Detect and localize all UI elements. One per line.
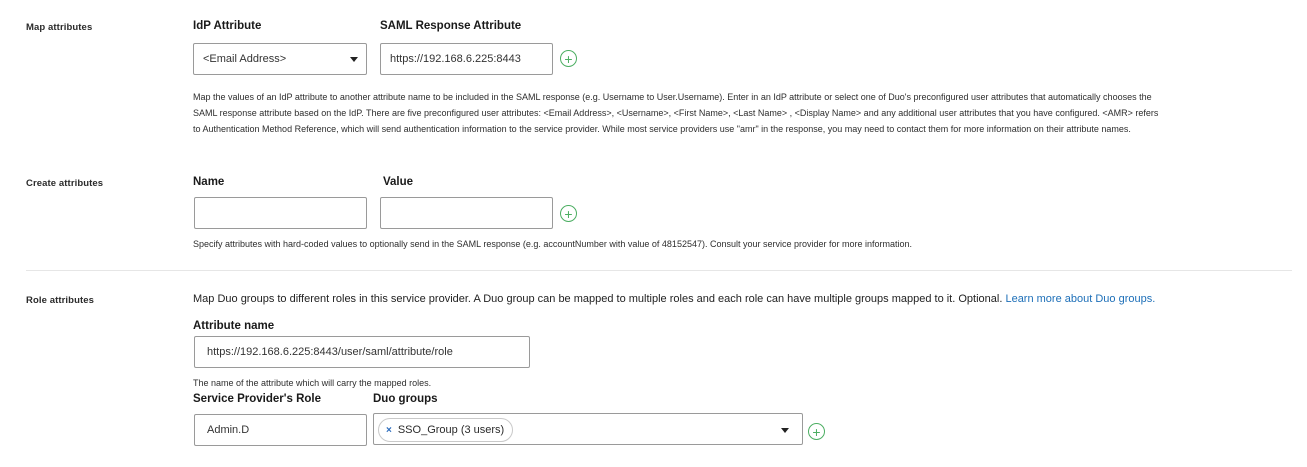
saml-response-attribute-value: https://192.168.6.225:8443 xyxy=(390,53,521,65)
attribute-name-help: The name of the attribute which will carry the mapped roles. xyxy=(193,378,432,388)
attribute-name-input[interactable] xyxy=(194,197,367,229)
section-label-map-attributes: Map attributes xyxy=(26,22,93,33)
remove-chip-close-icon[interactable]: × xyxy=(386,424,392,436)
service-provider-role-value: Admin.D xyxy=(207,424,250,436)
caret-down-icon[interactable] xyxy=(781,428,789,433)
help-line: SAML response attribute based on the IdP. There are five preconfigured user attributes: <Email Address>, <Username>, <First Name>, <Last Name> , <Display Name> and any additional user attributes that you have configured. <AMR> refers xyxy=(193,108,1159,118)
service-provider-role-input[interactable] xyxy=(194,414,367,446)
saml-response-attribute-header: SAML Response Attribute xyxy=(380,20,522,32)
role-attributes-description xyxy=(193,293,1155,305)
section-label-create-attributes: Create attributes xyxy=(26,178,104,189)
learn-more-duo-groups-link[interactable]: Learn more about Duo groups. xyxy=(1005,293,1156,305)
duo-group-chip-label: SSO_Group (3 users) xyxy=(397,424,505,436)
idp-attribute-header: IdP Attribute xyxy=(193,20,262,32)
add-mapping-plus-circle-icon[interactable]: + xyxy=(560,50,577,67)
idp-attribute-selected-value: <Email Address> xyxy=(203,53,287,65)
name-header: Name xyxy=(193,176,225,188)
help-line: to Authentication Method Reference, which will send authentication information to the service provider. While most service providers use "amr" in the response, you may need to contact them for more information on their attribute names. xyxy=(193,124,1131,134)
duo-groups-header: Duo groups xyxy=(373,393,438,405)
add-attribute-plus-circle-icon[interactable]: + xyxy=(560,205,577,222)
duo-group-chip xyxy=(378,418,513,442)
section-divider xyxy=(26,270,1292,271)
create-attributes-help: Specify attributes with hard-coded values to optionally send in the SAML response (e.g. accountNumber with value of 48152547). Consult your service provider for more information. xyxy=(193,239,913,249)
caret-down-icon xyxy=(350,57,358,62)
section-label-role-attributes: Role attributes xyxy=(26,295,95,306)
idp-attribute-select[interactable] xyxy=(193,43,367,75)
value-header: Value xyxy=(383,176,414,188)
attribute-name-label: Attribute name xyxy=(193,320,275,332)
help-line: Map the values of an IdP attribute to another attribute name to be included in the SAML response (e.g. Username to User.Username). Enter in an IdP attribute or select one of Duo's preconfigured user attributes that automatically chooses the xyxy=(193,92,1152,102)
role-attribute-name-input[interactable] xyxy=(194,336,530,368)
role-description-text: Map Duo groups to different roles in this service provider. A Duo group can be mapped to multiple roles and each role can have multiple groups mapped to it. Optional. xyxy=(193,293,1003,305)
map-attributes-help xyxy=(193,89,1283,137)
role-attribute-name-value: https://192.168.6.225:8443/user/saml/attribute/role xyxy=(207,346,453,358)
attribute-value-input[interactable] xyxy=(380,197,553,229)
add-role-plus-circle-icon[interactable]: + xyxy=(808,423,825,440)
saml-response-attribute-input[interactable] xyxy=(380,43,553,75)
service-provider-role-header: Service Provider's Role xyxy=(193,393,322,405)
